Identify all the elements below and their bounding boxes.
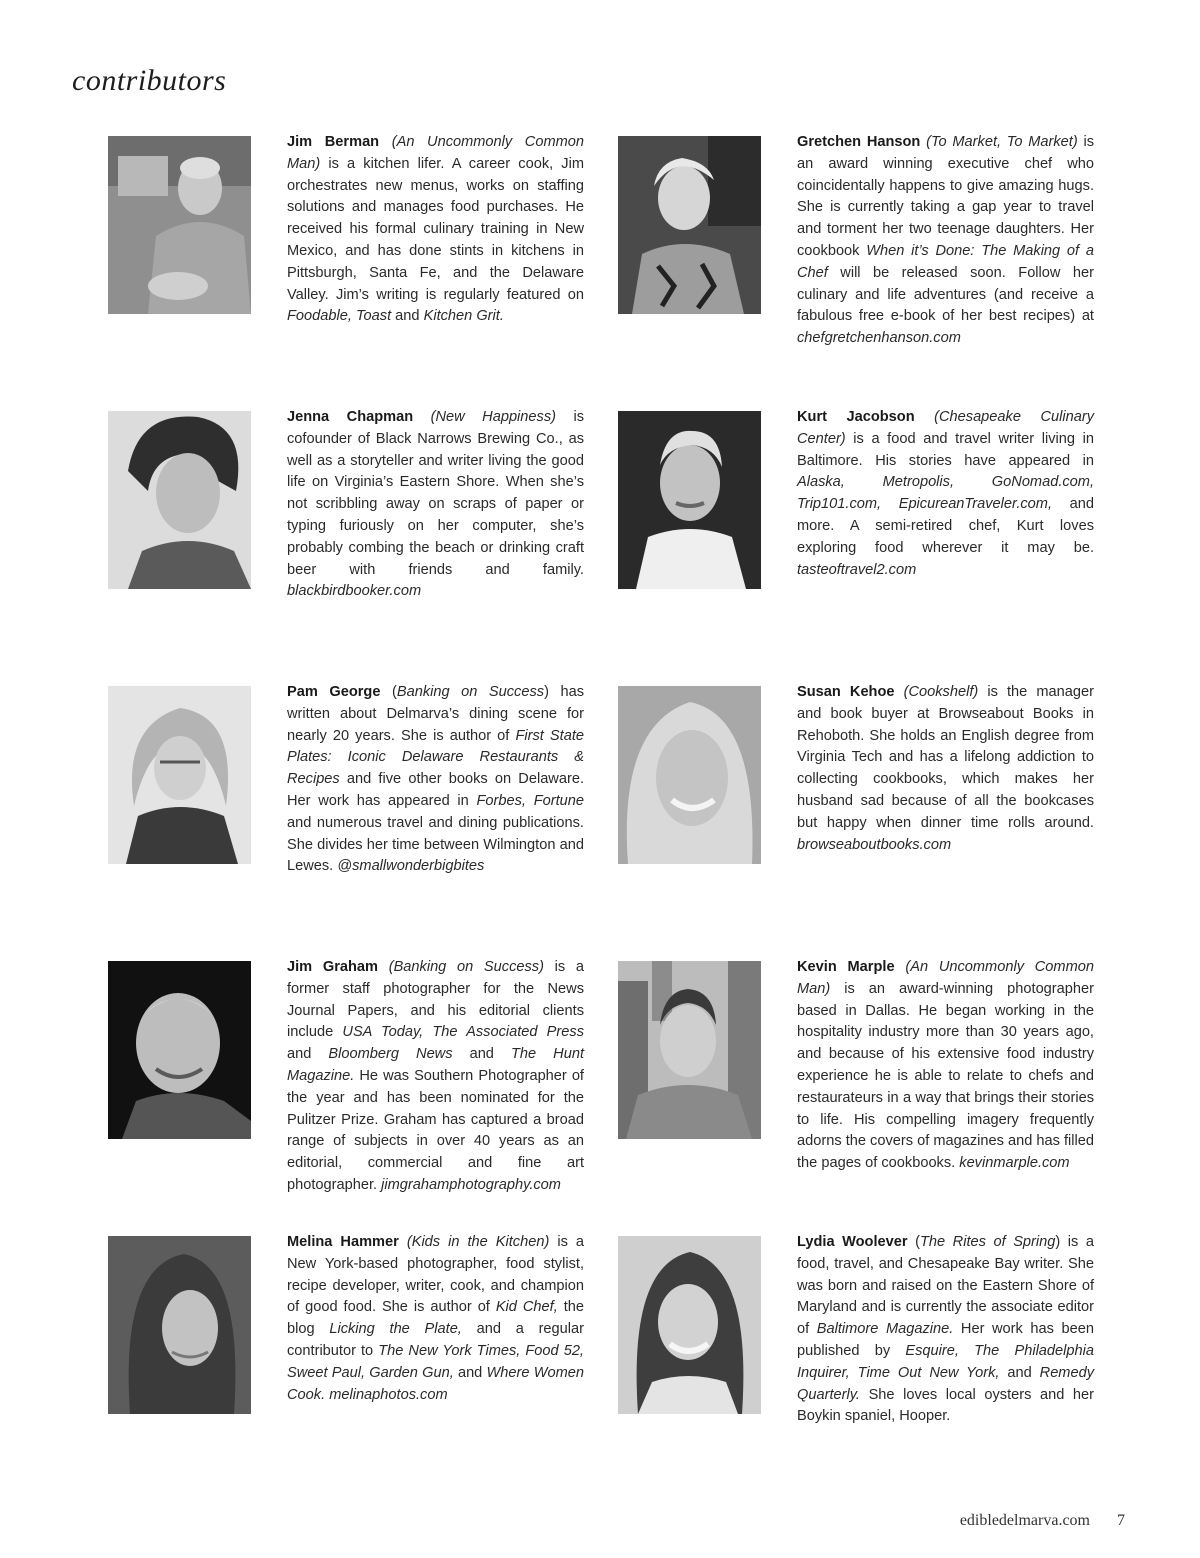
bio-text: is a food and travel writer living in Baltimore. His stories have appeared in	[797, 430, 1094, 469]
bio-text: (	[380, 684, 397, 700]
contributor-photo	[108, 961, 251, 1139]
bio-text: and five other books on Delaware. Her work has appeared in	[287, 771, 584, 809]
contributor-name: Jim Berman	[287, 134, 380, 150]
bio-text: is a kitchen lifer. A career cook, Jim orchestrates new menus, works on staffing solutions and manages food purchases. He received his formal culinary training in New Mexico, and has done stints in kitchens in Pittsburgh, Santa Fe, and the Delaware Valley. Jim’s writing is regularly featured on	[287, 155, 584, 303]
contributor-bio	[287, 407, 584, 603]
contributor-name: Kurt Jacobson	[797, 409, 915, 425]
bio-italic-text: (An Uncommonly Common Man)	[797, 959, 1094, 997]
bio-text: and	[999, 1364, 1040, 1381]
portrait-image	[618, 136, 761, 314]
bio-italic-text: (Kids in the Kitchen)	[406, 1234, 550, 1250]
bio-text: the blog	[287, 1299, 585, 1338]
contributor-bio	[287, 957, 584, 1197]
bio-italic-text: Licking the Plate,	[329, 1321, 462, 1338]
bio-italic-text: chefgretchenhanson.com	[797, 330, 961, 347]
bio-italic-text: kevinmarple.com	[959, 1155, 1070, 1172]
contributor-photo	[618, 136, 761, 314]
bio-italic-text: When it’s Done: The Making of a Chef	[797, 242, 1094, 281]
footer-website: edibledelmarva.com	[959, 1512, 1090, 1529]
contributor-bio	[287, 1232, 584, 1406]
bio-italic-text: (To Market, To Market)	[926, 134, 1078, 150]
bio-text: will be released soon. Follow her culinary and life adventures (and receive a fabulous free e-book of her best recipes) at	[797, 264, 1094, 325]
contributor-bio	[797, 1232, 1094, 1428]
contributor-name: Lydia Woolever	[797, 1234, 908, 1250]
bio-italic-text: First State Plates: Iconic Delaware Restaurants & Recipes	[287, 727, 584, 788]
bio-text	[915, 409, 935, 425]
contributor-bio	[797, 407, 1094, 581]
contributor-bio	[287, 682, 584, 878]
contributor-name: Susan Kehoe	[797, 684, 895, 700]
contributor-entry	[618, 686, 1104, 936]
bio-text	[378, 959, 389, 975]
bio-italic-text: Remedy Quarterly.	[797, 1364, 1094, 1403]
contributor-entry	[108, 961, 594, 1211]
contributor-entry	[108, 686, 594, 936]
bio-italic-text: Foodable, Toast	[287, 308, 392, 325]
bio-text: is cofounder of Black Narrows Brewing Co., as well as a storyteller and writer living the good life on Virginia’s Eastern Shore. When she’s not scribbling away on scraps of paper or typing furiously on her computer, she’s probably combing the beach or drinking craft beer with friends and family.	[287, 409, 585, 578]
bio-italic-text: (Banking on Success)	[388, 959, 544, 975]
contributor-entry	[618, 961, 1104, 1211]
portrait-image	[108, 1236, 251, 1414]
contributor-name: Kevin Marple	[797, 959, 895, 975]
bio-text	[895, 959, 906, 975]
contributor-photo	[108, 686, 251, 864]
bio-text: and	[452, 1046, 511, 1063]
bio-text: He was Southern Photographer of the year and has been nominated for the Pulitzer Prize. Graham has captured a broad range of subjects in over 40 years as an editorial, commercial and fine art photographer.	[287, 1067, 584, 1193]
portrait-image	[108, 411, 251, 589]
contributor-photo	[618, 411, 761, 589]
contributor-entry	[618, 136, 1104, 386]
bio-text: is a New York-based photographer, food stylist, recipe developer, writer, cook, and champion of good food. She is author of	[287, 1234, 584, 1316]
bio-italic-text: Baltimore Magazine.	[816, 1321, 954, 1338]
contributor-entry	[108, 1236, 594, 1486]
bio-text	[895, 684, 904, 700]
contributor-name: Pam George	[287, 684, 381, 700]
bio-italic-text: Where Women Cook.	[287, 1364, 584, 1403]
bio-text: is a former staff photographer for the News Journal Papers, and his editorial clients include	[287, 959, 584, 1041]
bio-italic-text: jimgrahamphotography.com	[381, 1176, 561, 1193]
bio-italic-text: browseaboutbooks.com	[797, 836, 952, 853]
portrait-image	[108, 961, 251, 1139]
portrait-image	[618, 961, 761, 1139]
contributor-entry	[108, 411, 594, 661]
bio-italic-text: (An Uncommonly Common Man)	[287, 134, 584, 172]
contributor-bio	[797, 132, 1094, 350]
bio-italic-text: blackbirdbooker.com	[287, 583, 422, 600]
bio-italic-text: USA Today, The Associated Press	[342, 1024, 584, 1041]
bio-text: and	[287, 1046, 329, 1063]
contributor-photo	[108, 136, 251, 314]
bio-italic-text: Banking on Success	[396, 684, 545, 700]
bio-italic-text: (New Happiness)	[430, 409, 556, 425]
bio-italic-text: Esquire, The Philadelphia Inquirer, Time Out New York,	[797, 1342, 1094, 1381]
contributor-name: Gretchen Hanson	[797, 134, 921, 150]
bio-text: ) is a food, travel, and Chesapeake Bay writer. She was born and raised on the Eastern Shore of Maryland and is currently the associate editor of	[797, 1234, 1095, 1338]
bio-text	[379, 134, 392, 150]
contributor-entry	[618, 1236, 1104, 1486]
bio-text	[399, 1234, 407, 1250]
bio-italic-text: The Hunt Magazine.	[287, 1046, 585, 1084]
contributor-bio	[797, 682, 1094, 856]
bio-italic-text: Kid Chef,	[495, 1299, 558, 1316]
contributor-photo	[618, 1236, 761, 1414]
bio-text: and a regular contributor to	[287, 1321, 584, 1359]
bio-text: is an award winning executive chef who coincidentally happens to give amazing hugs. She is currently taking a gap year to travel and torment her two teenage daughters. Her cookbook	[797, 134, 1094, 259]
bio-text: and	[453, 1364, 487, 1381]
bio-text: is an award-winning photographer based in Dallas. He began working in the hospitality industry more than 30 years ago, and because of his extensive food industry experience he is able to relate to chefs and restaurateurs in a way that brings their stories to life. His compelling imagery frequently adorns the covers of magazines and has filled the pages of cookbooks.	[797, 980, 1094, 1172]
bio-italic-text: The Rites of Spring	[919, 1234, 1056, 1250]
contributor-name: Jim Graham	[287, 959, 378, 975]
contributor-name: Jenna Chapman	[287, 409, 414, 425]
contributor-bio	[797, 957, 1094, 1175]
bio-text: She loves local oysters and her Boykin spaniel, Hooper.	[797, 1386, 1094, 1425]
portrait-image	[108, 136, 251, 314]
contributor-photo	[618, 961, 761, 1139]
contributor-bio	[287, 132, 584, 328]
bio-text: ) has written about Delmarva’s dining scene for nearly 20 years. She is author of	[287, 684, 584, 744]
contributor-photo	[618, 686, 761, 864]
bio-italic-text: (Cookshelf)	[903, 684, 979, 700]
contributor-photo	[108, 411, 251, 589]
bio-text: is the manager and book buyer at Browseabout Books in Rehoboth. She holds an English degree from Virginia Tech and has a lifelong addiction to collecting cookbooks, which makes her husband sad because of all the bookcases but happy when dinner time rolls around.	[797, 684, 1094, 831]
contributor-entry	[108, 136, 594, 386]
portrait-image	[618, 686, 761, 864]
portrait-image	[618, 1236, 761, 1414]
page-number: 7	[1117, 1512, 1125, 1529]
bio-text: (	[907, 1234, 920, 1250]
portrait-image	[618, 411, 761, 589]
contributor-name: Melina Hammer	[287, 1234, 399, 1250]
bio-text: and	[391, 308, 424, 325]
bio-italic-text: Alaska, Metropolis, GoNomad.com, Trip101.com, EpicureanTraveler.com,	[797, 474, 1094, 513]
bio-text: and numerous travel and dining publications. She divides her time between Wilmington and Lewes.	[287, 814, 584, 875]
bio-text	[413, 409, 430, 425]
bio-italic-text: melinaphotos.com	[329, 1386, 448, 1403]
contributor-entry	[618, 411, 1104, 661]
bio-italic-text: The New York Times, Food 52, Sweet Paul, Garden Gun,	[287, 1342, 584, 1381]
bio-italic-text: (Chesapeake Culinary Center)	[797, 409, 1094, 447]
page-title: contributors	[72, 64, 227, 97]
contributor-photo	[108, 1236, 251, 1414]
bio-text: Her work has been published by	[797, 1321, 1094, 1359]
bio-italic-text: tasteoftravel2.com	[797, 561, 917, 578]
bio-text: and more. A semi-retired chef, Kurt loves exploring food wherever it may be.	[797, 496, 1094, 556]
bio-italic-text: Bloomberg News	[328, 1046, 453, 1063]
portrait-image	[108, 686, 251, 864]
bio-italic-text: Kitchen Grit.	[423, 308, 504, 325]
bio-italic-text: Forbes, Fortune	[476, 792, 584, 809]
bio-italic-text: @smallwonderbigbites	[337, 858, 485, 875]
